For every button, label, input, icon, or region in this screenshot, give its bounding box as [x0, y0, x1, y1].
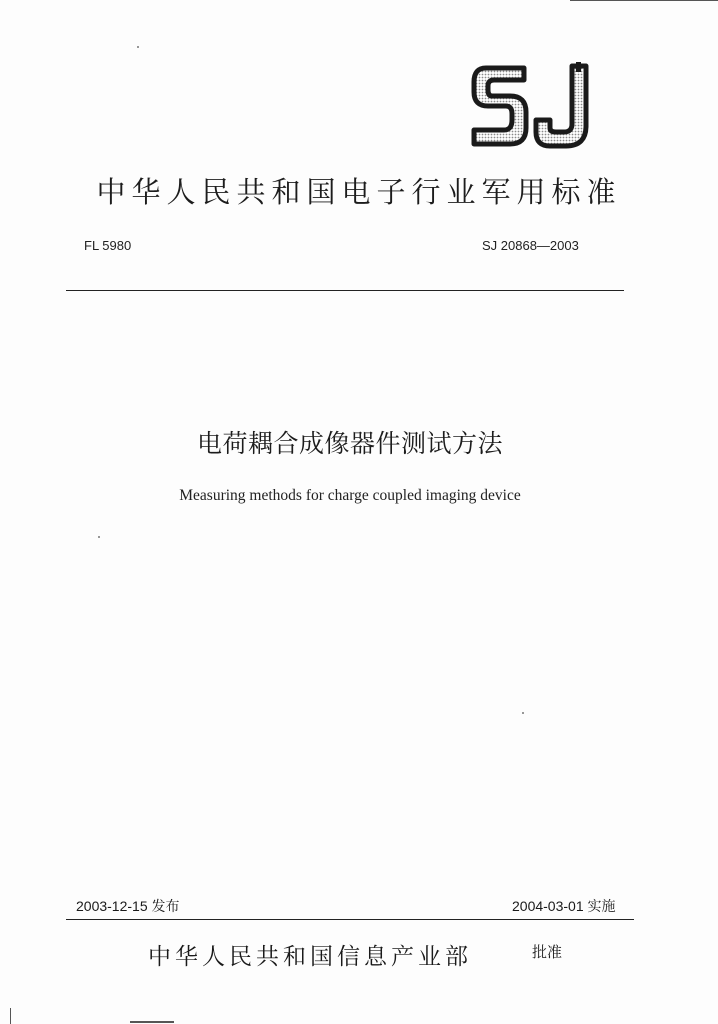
header-divider [66, 290, 624, 291]
sj-logo [466, 58, 596, 154]
logo-letter-s [474, 68, 526, 144]
effective-date: 2004-03-01 实施 [512, 898, 616, 914]
standard-title: 中华人民共和国电子行业军用标准 [96, 175, 622, 209]
scan-edge-mark [10, 1008, 11, 1024]
scan-speck [137, 46, 139, 48]
classification-code: FL 5980 [84, 238, 132, 253]
document-title-english: Measuring methods for charge coupled imaging device [179, 487, 521, 504]
scan-speck [98, 536, 100, 538]
footer-divider [66, 919, 634, 920]
issue-date: 2003-12-15 发布 [76, 898, 180, 914]
logo-letter-j [536, 66, 586, 146]
scan-speck [522, 712, 524, 714]
standard-number: SJ 20868—2003 [482, 238, 579, 253]
document-title-chinese: 电荷耦合成像器件测试方法 [196, 429, 503, 458]
issuing-authority: 中华人民共和国信息产业部 [148, 944, 472, 970]
approval-label: 批准 [532, 943, 563, 961]
scan-edge-mark [570, 0, 718, 1]
scan-edge-mark [130, 1021, 174, 1023]
